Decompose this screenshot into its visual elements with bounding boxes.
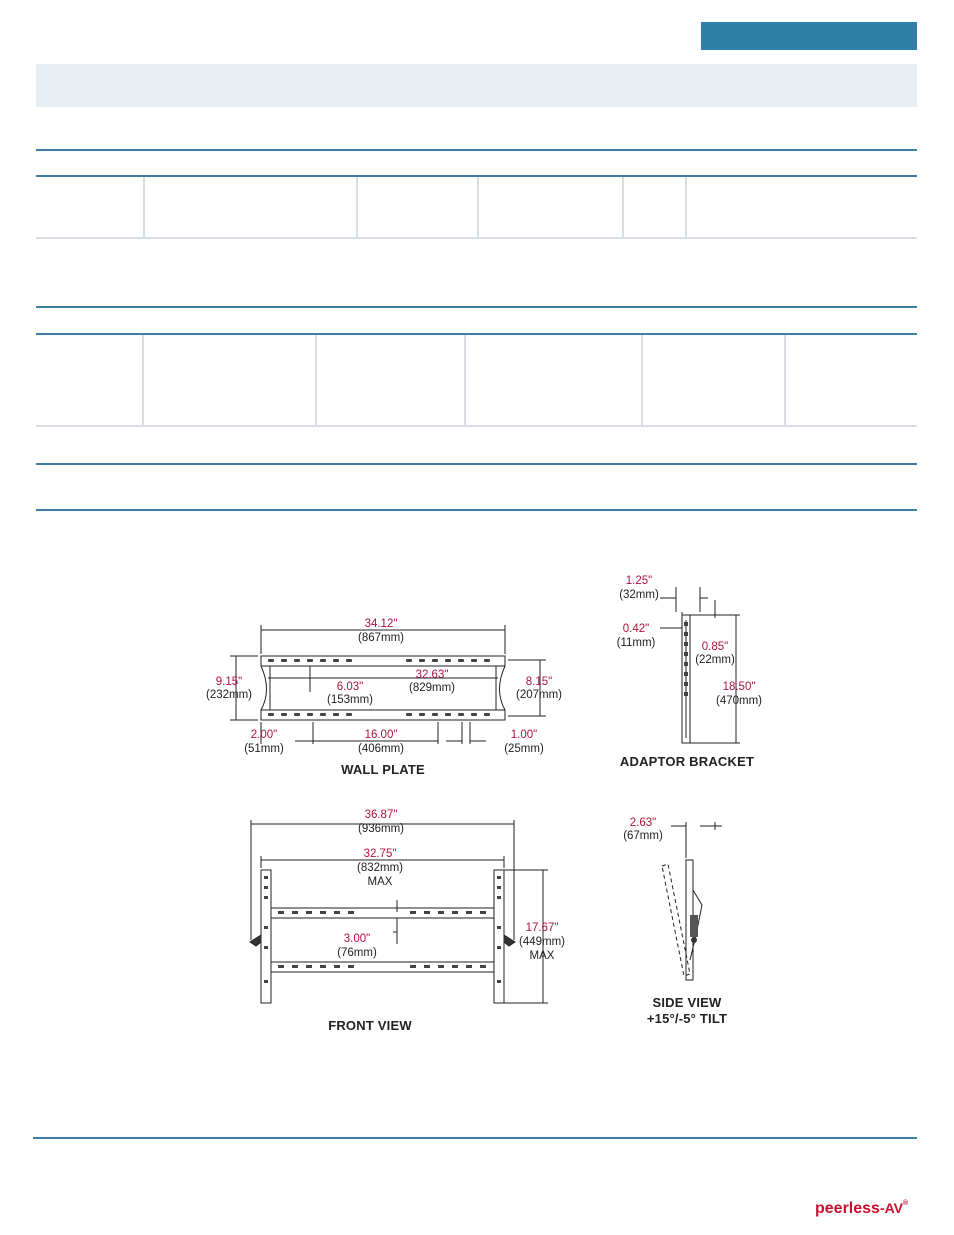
wall-plate-inner-in: 32.63": [415, 669, 449, 681]
peerless-av-logo: [815, 1195, 925, 1221]
wall-plate-width-mm: (867mm): [357, 632, 405, 644]
wall-plate-inner-height-in: 8.15": [525, 676, 553, 688]
bracket-lip-mm: (11mm): [616, 637, 656, 649]
side-depth-in: 2.63": [629, 817, 657, 829]
wall-plate-center-in: 6.03": [336, 681, 364, 693]
wall-plate-inner-mm: (829mm): [408, 682, 456, 694]
bracket-length-mm: (470mm): [715, 695, 763, 707]
side-view-caption-line2: +15°/-5° TILT: [646, 1011, 728, 1026]
front-max-height-note: MAX: [529, 950, 555, 962]
wall-plate-mid-mm: (406mm): [357, 743, 405, 755]
front-max-width-note: MAX: [367, 876, 393, 888]
side-view-drawing: [662, 822, 722, 980]
wall-plate-mid-in: 16.00": [364, 729, 398, 741]
front-offset-mm: (76mm): [337, 947, 377, 959]
bracket-depth-in: 1.25": [625, 575, 653, 587]
wall-plate-right-in: 1.00": [510, 729, 538, 741]
wall-plate-caption: WALL PLATE: [341, 762, 425, 777]
bracket-length-in: 18.50": [722, 681, 756, 693]
bracket-depth-mm: (32mm): [619, 589, 659, 601]
front-overall-mm: (936mm): [357, 823, 405, 835]
wall-plate-center-mm: (153mm): [326, 694, 374, 706]
wall-plate-left-mm: (51mm): [244, 743, 284, 755]
wall-plate-width-in: 34.12": [364, 618, 398, 630]
side-view-caption-line1: SIDE VIEW: [652, 995, 722, 1010]
bracket-lip-in: 0.42": [622, 623, 650, 635]
front-offset-in: 3.00": [343, 933, 371, 945]
adaptor-bracket-caption: ADAPTOR BRACKET: [619, 754, 755, 769]
logo-wordmark: peerless-AV®: [815, 1200, 909, 1217]
front-max-height-mm: (449mm): [518, 936, 566, 948]
front-max-height-in: 17.67": [525, 922, 559, 934]
front-view-drawing: [250, 820, 548, 1003]
front-max-width-in: 32.75": [363, 848, 397, 860]
bracket-width-in: 0.85": [701, 641, 729, 653]
wall-plate-right-mm: (25mm): [504, 743, 544, 755]
side-depth-mm: (67mm): [623, 830, 663, 842]
wall-plate-height-mm: (232mm): [205, 689, 253, 701]
wall-plate-left-in: 2.00": [250, 729, 278, 741]
front-max-width-mm: (832mm): [356, 862, 404, 874]
wall-plate-height-in: 9.15": [215, 676, 243, 688]
bracket-width-mm: (22mm): [695, 654, 735, 666]
front-overall-in: 36.87": [364, 809, 398, 821]
front-view-caption: FRONT VIEW: [328, 1018, 412, 1033]
footer-rule: [33, 1137, 917, 1139]
wall-plate-inner-height-mm: (207mm): [515, 689, 563, 701]
